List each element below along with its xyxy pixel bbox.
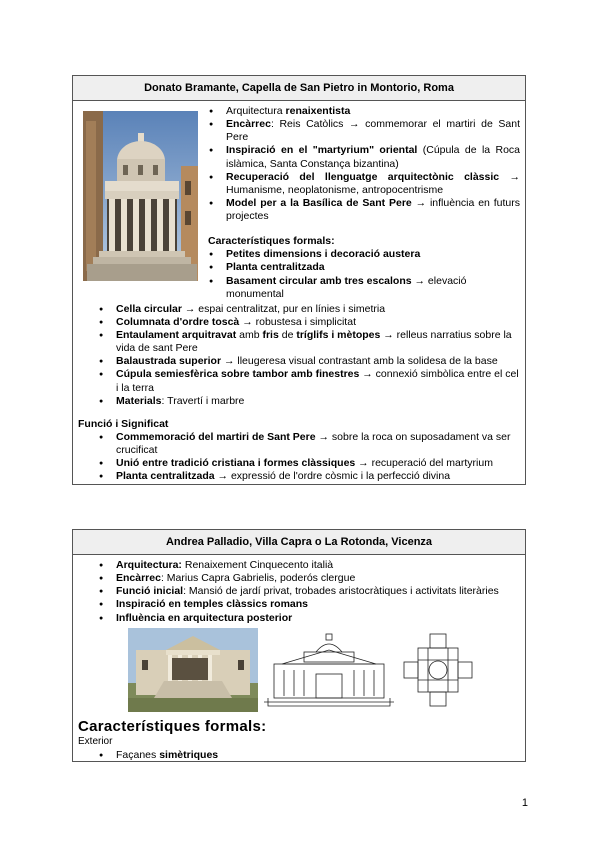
list-item: ● Columnata d'ordre toscà → robustesa i simplicitat [78,316,520,329]
list-item: ● Planta centralitzada [188,261,520,274]
section-title: Andrea Palladio, Villa Capra o La Rotonda, Vicenza [73,530,525,555]
list-item: ● Unió entre tradició cristiana i formes clàssiques → recuperació del martyrium [78,457,520,470]
tempietto-photo [83,111,198,281]
villa-photo [128,628,258,712]
section-title: Donato Bramante, Capella de San Pietro in Montorio, Roma [73,76,525,101]
section-bramante [72,75,526,485]
list-item: ● Cella circular → espai centralitzat, pur en línies i simetria [78,303,520,316]
villa-plan-drawing [400,630,476,710]
palladio-list [78,559,520,625]
list-item: ● Recuperació del llenguatge arquitectònic clàssic → Humanisme, neoplatonisme, antropocentrisme [188,171,520,197]
list-item: ● Influència en arquitectura posterior [78,612,520,625]
villa-section-drawing [264,630,394,710]
exterior-heading: Exterior [78,736,113,748]
formal-list-full [78,303,520,408]
list-item: ● Materials: Travertí i marbre [78,395,520,408]
list-item: ● Commemoració del martiri de Sant Pere → sobre la roca on suposadament va ser crucificat [78,431,520,457]
function-heading: Funció i Significat [78,417,169,430]
formal-heading: Característiques formals: [78,717,267,735]
list-item: ● Petites dimensions i decoració austera [188,248,520,261]
list-item: ● Encàrrec: Marius Capra Gabrielis, poderós clergue [78,572,520,585]
list-item: ● Arquitectura renaixentista [188,105,520,118]
list-item: ● Basament circular amb tres escalons → elevació monumental [188,275,520,301]
list-item: ● Inspiració en temples clàssics romans [78,598,520,611]
exterior-list [78,749,520,762]
list-item: ● Arquitectura: Renaixement Cinquecento italià [78,559,520,572]
palladio-images [78,628,520,714]
list-item: ● Entaulament arquitravat amb fris de tríglifs i mètopes → relleus narratius sobre la vida de sant Pere [78,329,520,355]
function-list [78,431,520,484]
list-item: ● Model per a la Basílica de Sant Pere → influència en futurs projectes [188,197,520,223]
list-item: ● Façanes simètriques [78,749,520,762]
list-item: ● Encàrrec: Reis Catòlics → commemorar el martiri de Sant Pere [188,118,520,144]
list-item: ● Inspiració en el "martyrium" oriental (Cúpula de la Roca islàmica, Santa Constança bizantina) [188,144,520,170]
formal-list-short [188,248,520,301]
list-item: ● Balaustrada superior → lleugeresa visual contrastant amb la solidesa de la base [78,355,520,368]
list-item: ● Funció inicial: Mansió de jardí privat, trobades aristocràtiques i activitats literàries [78,585,520,598]
section-palladio [72,529,526,762]
formal-heading: Característiques formals: [208,235,335,248]
page-number: 1 [521,797,528,809]
intro-list [188,105,520,223]
list-item: ● Planta centralitzada → expressió de l'ordre còsmic i la perfecció divina [78,470,520,483]
list-item: ● Cúpula semiesfèrica sobre tambor amb finestres → connexió simbòlica entre el cel i la terra [78,368,520,394]
